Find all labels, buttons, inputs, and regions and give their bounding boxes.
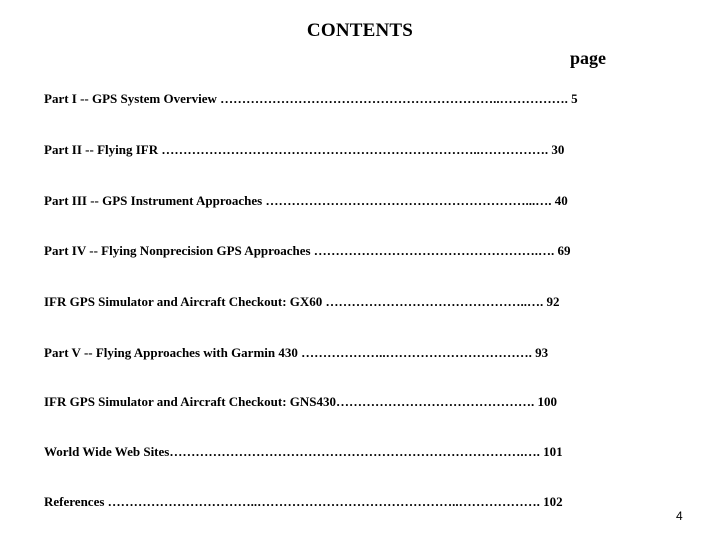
- toc-entry: IFR GPS Simulator and Aircraft Checkout: GNS430………………………………………. 100: [44, 394, 558, 409]
- contents-title: CONTENTS: [306, 20, 414, 41]
- toc-entry: Part II -- Flying IFR ………………………………………………………………..……………. 30: [44, 142, 565, 157]
- toc-entry: World Wide Web Sites……………………………………………………………………….…. 101: [44, 444, 563, 459]
- toc-entry: Part I -- GPS System Overview ………………………………………………………..……………. 5: [44, 91, 578, 106]
- toc-entry: Part IV -- Flying Nonprecision GPS Approaches …………………………………………….…. 69: [44, 243, 571, 258]
- page-column-header: page: [570, 48, 606, 68]
- toc-entry: IFR GPS Simulator and Aircraft Checkout: GX60 ………………………………………..…. 92: [44, 294, 560, 309]
- toc-entry: Part V -- Flying Approaches with Garmin 430 ………………..……………………………. 93: [44, 345, 549, 360]
- slide-number: 4: [676, 509, 683, 523]
- toc-entry: Part III -- GPS Instrument Approaches ……………………………………………………...…. 40: [44, 193, 568, 208]
- toc-entry: References ……………………………..………………………………………..………………. 102: [44, 494, 563, 509]
